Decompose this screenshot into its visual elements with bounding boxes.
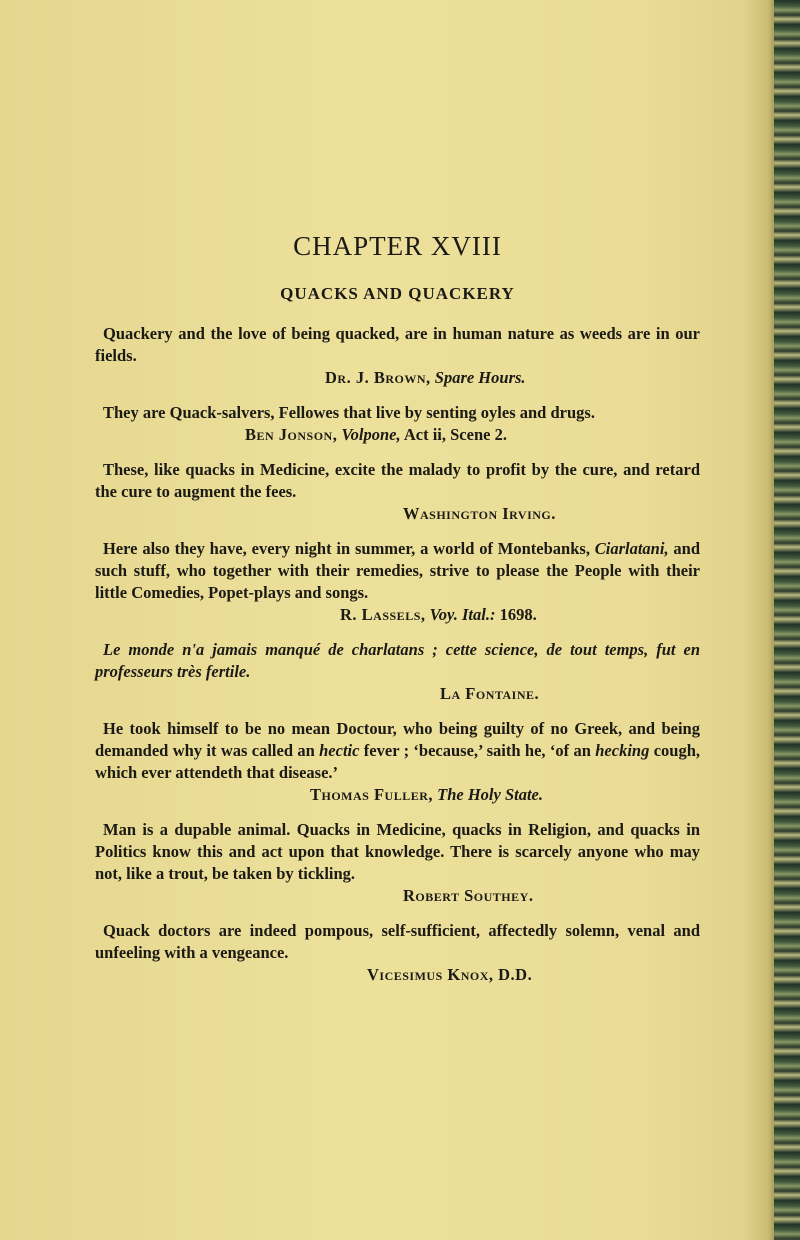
quote-text: Quack doctors are indeed pompous, self-sufficient, affectedly solemn, venal and unfeeling with a vengeance.: [95, 920, 700, 962]
quote-source: Voy. Ital.:: [429, 604, 496, 624]
quote-author: Dr. J. Brown,: [325, 367, 431, 387]
quote-detail: Act ii, Scene 2.: [403, 424, 507, 444]
epigraph-quote: [95, 819, 700, 907]
quote-attribution: [95, 367, 700, 389]
epigraph-quote: [95, 920, 700, 986]
quote-text-part: cough, which ever attendeth that disease.’: [95, 740, 700, 782]
quote-text: [95, 538, 700, 604]
quote-text-italic: hectic: [319, 740, 360, 760]
epigraph-quote: [95, 718, 700, 806]
quote-attribution: [95, 424, 700, 446]
quote-text: Le monde n'a jamais manqué de charlatans ; cette science, de tout temps, fut en professeurs très fertile.: [95, 639, 700, 681]
quote-attribution: [95, 604, 700, 626]
quote-attribution: [95, 964, 700, 986]
quote-text-italic: hecking: [595, 740, 650, 760]
quote-attribution: [95, 503, 700, 525]
quote-text: Quackery and the love of being quacked, are in human nature as weeds are in our fields.: [95, 323, 700, 365]
quote-text-italic: Ciarlatani,: [594, 538, 669, 558]
quote-author: La Fontaine.: [440, 683, 540, 703]
epigraph-quote: [95, 538, 700, 626]
quote-author: Ben Jonson,: [245, 424, 338, 444]
quote-author: Thomas Fuller,: [310, 784, 434, 804]
quote-text-part: fever ; ‘because,’ saith he, ‘of an: [359, 740, 596, 760]
chapter-title: CHAPTER XVIII: [293, 231, 502, 261]
section-title: QUACKS AND QUACKERY: [280, 284, 515, 304]
epigraph-quote: [95, 323, 700, 389]
quote-attribution: [95, 784, 700, 806]
epigraph-quote: [95, 639, 700, 705]
quote-author: R. Lassels,: [340, 604, 426, 624]
page-content: [95, 210, 700, 999]
quote-author: Robert Southey.: [403, 885, 534, 905]
quote-attribution: [95, 885, 700, 907]
quote-text: [95, 718, 700, 784]
quote-text-part: and such stuff, who together with their remedies, strive to please the People with their little Comedies, Popet-plays and songs.: [95, 538, 700, 602]
quote-author: Washington Irving.: [403, 503, 556, 523]
book-binding-edge: [774, 0, 800, 1240]
epigraph-quote: [95, 402, 700, 446]
quote-text-part: Here also they have, every night in summer, a world of Montebanks,: [103, 538, 595, 558]
quote-source: The Holy State.: [437, 784, 544, 804]
quote-author: Vicesimus Knox, D.D.: [367, 964, 533, 984]
quote-detail: 1698.: [499, 604, 537, 624]
quote-text: They are Quack-salvers, Fellowes that live by senting oyles and drugs.: [103, 402, 595, 422]
quote-source: Volpone,: [341, 424, 401, 444]
quote-text: These, like quacks in Medicine, excite the malady to profit by the cure, and retard the cure to augment the fees.: [95, 459, 700, 501]
quote-text: Man is a dupable animal. Quacks in Medicine, quacks in Religion, and quacks in Politics know this and act upon that knowledge. There is scarcely anyone who may not, like a trout, be taken by tickling.: [95, 819, 700, 883]
quote-attribution: [95, 683, 700, 705]
epigraph-quote: [95, 459, 700, 525]
quote-source: Spare Hours.: [434, 367, 526, 387]
quote-text-part: He took himself to be no mean Doctour, who being guilty of no Greek, and being demanded why it was called an: [95, 718, 700, 760]
